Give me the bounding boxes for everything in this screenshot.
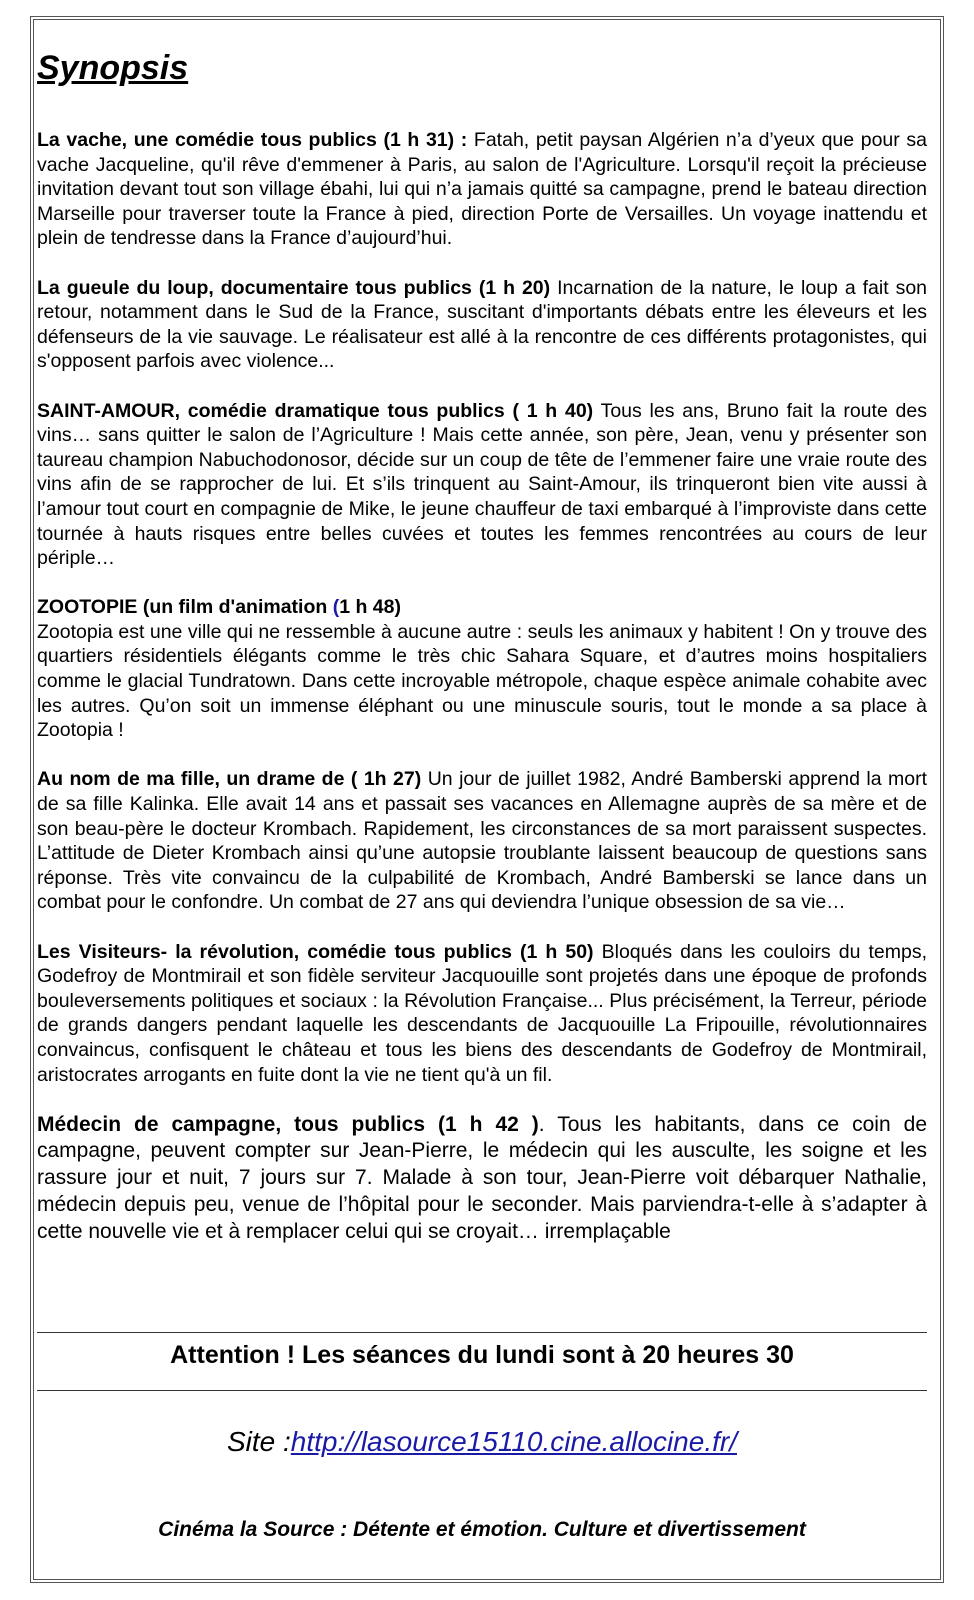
film-synopsis: Fatah, petit paysan Algérien n’a d’yeux que pour sa vache Jacqueline, qu'il rêve d'emmener à Paris, au salon de l'Agriculture. Lorsqu'il reçoit la précieuse invitation devant tout son village ébahi, lui qui n’a jamais quitté sa campagne, prend le bateau direction Marseille pour traverser toute la France à pied, direction Porte de Versailles. Un voyage inattendu et plein de tendresse dans la France d’aujourd’hui. — [37, 129, 928, 250]
film-heading-duration: 1 h 48) — [339, 596, 401, 619]
film-zootopie — [37, 595, 927, 743]
synopsis-content — [37, 48, 927, 1245]
divider-bottom — [37, 1390, 927, 1391]
film-heading: La vache, une comédie tous publics (1 h 31) : — [37, 129, 468, 151]
film-heading-paren: ( — [332, 596, 340, 619]
film-synopsis: Bloqués dans les couloirs du temps, Godefroy de Montmirail et son fidèle serviteur Jacquouille sont projetés dans une époque de profonds bouleversements politiques et sociaux : la Révolution Française... Plus précisément, la Terreur, période de grands dangers pendant laquelle les descendants de Jacquouille La Fripouille, révolutionnaires convaincus, confisquent le château et tous les biens des descendants de Godefroy de Montmirail, aristocrates arrogants en fuite dont la vie ne tient qu'à un fil. — [37, 940, 928, 1086]
film-synopsis: Tous les ans, Bruno fait la route des vins… sans quitter le salon de l’Agriculture ! Mais cette année, son père, Jean, venu y présenter son taureau champion Nabuchodonosor, décide sur un coup de tête de l’emmener faire une vraie route des vins afin de se rapprocher de lui. Et s’ils trinquent au Saint-Amour, ils trinqueront bien vite aussi à l’amour tout court en compagnie de Mike, le jeune chauffeur de taxi embarqué à l’improviste dans cette tournée à hauts risques entre belles cuvées et toutes les femmes rencontrées au cours de leur périple… — [37, 399, 927, 570]
film-heading: SAINT-AMOUR, comédie dramatique tous publics ( 1 h 40) — [37, 399, 594, 422]
film-heading-title: ZOOTOPIE (un film d'animation — [37, 596, 333, 619]
film-saint-amour — [37, 399, 927, 571]
film-synopsis: Zootopia est une ville qui ne ressemble à aucune autre : seuls les animaux y habitent ! On y trouve des quartiers résidentiels élégants comme le très chic Sahara Square, et d’autres moins hospitaliers comme le glacial Tundratown. Dans cette incroyable métropole, chaque espèce animale cohabite avec les autres. Qu’on soit un immense éléphant ou une minuscule souris, tout le monde a sa place à Zootopia ! — [37, 620, 927, 742]
film-heading: Au nom de ma fille, un drame de ( 1h 27) — [37, 768, 422, 791]
film-la-gueule-du-loup — [37, 276, 927, 374]
site-label: Site : — [226, 1426, 291, 1457]
film-heading: Les Visiteurs- la révolution, comédie tous publics (1 h 50) — [37, 940, 594, 963]
film-au-nom-de-ma-fille — [37, 767, 927, 915]
film-heading — [37, 596, 401, 618]
film-la-vache — [37, 128, 927, 251]
site-link[interactable]: http://lasource15110.cine.allocine.fr/ — [290, 1426, 737, 1457]
film-synopsis: . Tous les habitants, dans ce coin de campagne, peuvent compter sur Jean-Pierre, le médecin qui les ausculte, les soigne et les rassure jour et nuit, 7 jours sur 7. Malade à son tour, Jean-Pierre voit débarquer Nathalie, médecin depuis peu, venue de l’hôpital pour le seconder. Mais parviendra-t-elle à s’adapter à cette nouvelle vie et à remplacer celui qui se croyait… irremplaçable — [37, 1112, 927, 1243]
divider-top — [37, 1332, 927, 1333]
film-medecin-de-campagne — [37, 1112, 927, 1246]
film-synopsis: Un jour de juillet 1982, André Bamberski apprend la mort de sa fille Kalinka. Elle avait 14 ans et passait ses vacances en Allemagne auprès de sa mère et de son beau-père le docteur Krombach. Rapidement, les circonstances de sa mort paraissent suspectes. L’attitude de Dieter Krombach ainsi qu’une autopsie troublante laissent beaucoup de questions sans réponse. Très vite convaincu de la culpabilité de Krombach, André Bamberski se lance dans un combat pour le confondre. Un combat de 27 ans qui deviendra l’unique obsession de sa vie… — [37, 768, 928, 914]
page-title: Synopsis — [37, 49, 189, 87]
schedule-notice: Attention ! Les séances du lundi sont à 20 heures 30 — [170, 1341, 794, 1369]
film-les-visiteurs — [37, 940, 927, 1088]
film-heading: Médecin de campagne, tous publics (1 h 42 ) — [37, 1112, 539, 1136]
film-heading: La gueule du loup, documentaire tous publics (1 h 20) — [37, 276, 551, 299]
site-line — [37, 1425, 927, 1459]
cinema-tagline: Cinéma la Source : Détente et émotion. Culture et divertissement — [158, 1518, 806, 1541]
film-synopsis: Incarnation de la nature, le loup a fait son retour, notamment dans le Sud de la France, suscitant d'importants débats entre les éleveurs et les défenseurs de la vie sauvage. Le réalisateur est allé à la rencontre de ces différents protagonistes, qui s'opposent parfois avec violence... — [37, 276, 928, 373]
